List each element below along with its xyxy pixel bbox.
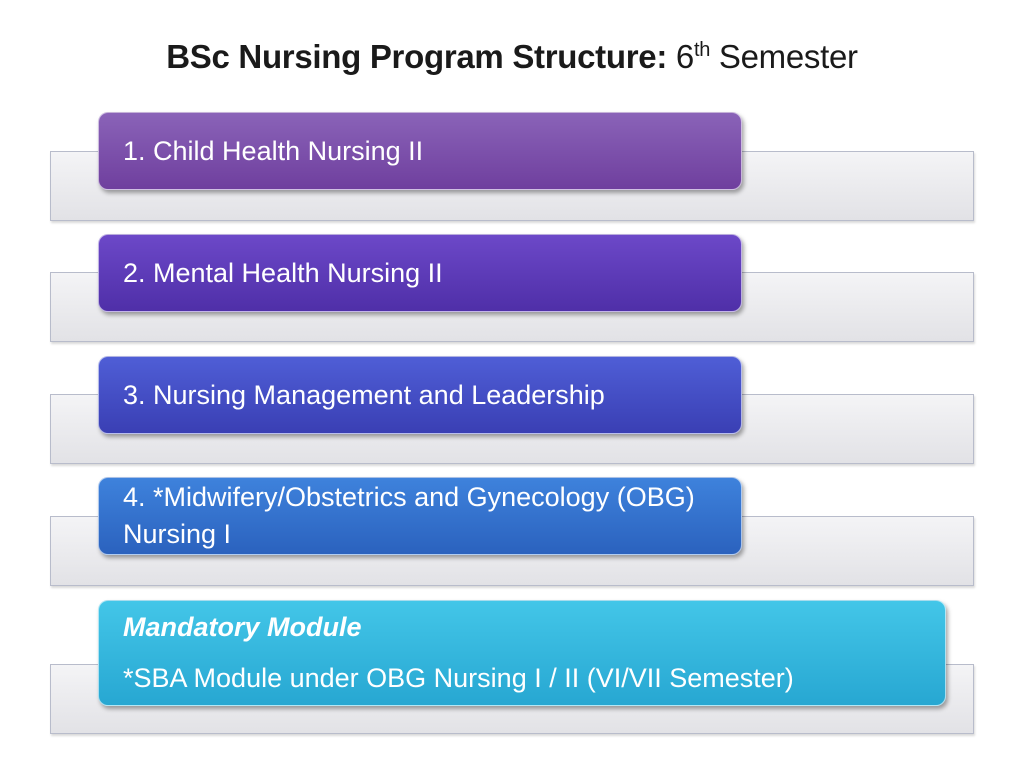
item-label-4: 4. *Midwifery/Obstetrics and Gynecology (OBG) Nursing I bbox=[123, 482, 695, 549]
mandatory-module-card bbox=[98, 600, 946, 706]
mandatory-module-heading: Mandatory Module bbox=[123, 612, 362, 642]
item-label-3: 3. Nursing Management and Leadership bbox=[123, 379, 605, 410]
title-bold: BSc Nursing Program Structure: bbox=[166, 38, 668, 75]
item-card-2 bbox=[98, 234, 742, 312]
page-title bbox=[0, 38, 1024, 76]
item-card-4 bbox=[98, 477, 742, 555]
title-number: 6 bbox=[675, 38, 694, 75]
item-label-2: 2. Mental Health Nursing II bbox=[123, 257, 443, 288]
item-label-1: 1. Child Health Nursing II bbox=[123, 135, 424, 166]
title-rest: Semester bbox=[718, 38, 858, 75]
item-card-3 bbox=[98, 356, 742, 434]
item-card-1 bbox=[98, 112, 742, 190]
title-superscript: th bbox=[693, 39, 711, 61]
mandatory-module-text: *SBA Module under OBG Nursing I / II (VI/VII Semester) bbox=[123, 663, 794, 693]
